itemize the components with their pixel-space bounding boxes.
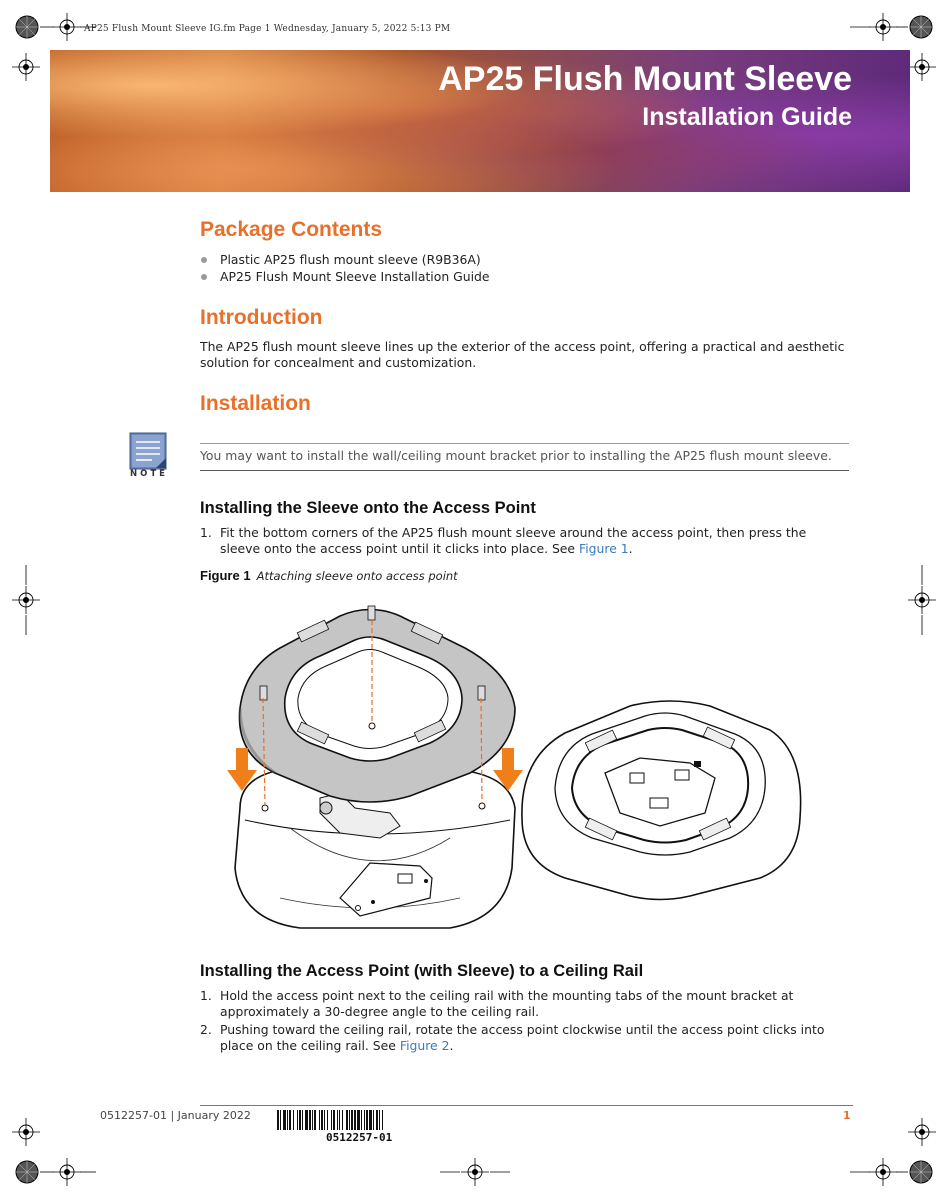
introduction-text: The AP25 flush mount sleeve lines up the exterior of the access point, offering a practical and aesthetic solution for concealment and customization. — [200, 339, 845, 370]
installation-heading: Installation — [200, 392, 311, 415]
figure-label: Figure 1 — [200, 568, 251, 583]
access-point-right — [522, 701, 801, 900]
list-item: Plastic AP25 flush mount sleeve (R9B36A) — [200, 251, 850, 268]
introduction-heading: Introduction — [200, 306, 323, 329]
step-item: 1. Fit the bottom corners of the AP25 flush mount sleeve around the access point, then press the sleeve onto the access point until it clicks into place. See Figure 1. — [200, 525, 807, 556]
header-banner — [50, 50, 910, 192]
page-number: 1 — [843, 1109, 851, 1122]
note-text: You may want to install the wall/ceiling mount bracket prior to installing the AP25 flush mount sleeve. — [200, 448, 832, 463]
package-contents-list — [200, 251, 850, 285]
document-title: AP25 Flush Mount Sleeve — [438, 60, 852, 98]
figure-1-link[interactable]: Figure 1 — [579, 541, 629, 556]
note-box — [200, 443, 849, 471]
barcode-number: 0512257-01 — [326, 1131, 393, 1144]
print-header: AP25 Flush Mount Sleeve IG.fm Page 1 Wednesday, January 5, 2022 5:13 PM — [84, 24, 451, 34]
barcode-icon — [277, 1110, 432, 1130]
bullet-icon — [201, 274, 207, 280]
sleeve-section-heading: Installing the Sleeve onto the Access Point — [200, 499, 536, 517]
list-item: AP25 Flush Mount Sleeve Installation Guide — [200, 268, 850, 285]
package-contents-heading: Package Contents — [200, 218, 383, 241]
figure-description: Attaching sleeve onto access point — [256, 569, 458, 583]
document-subtitle: Installation Guide — [642, 103, 852, 131]
footer-doc-id: 0512257-01 | January 2022 — [100, 1109, 251, 1122]
figure-1-illustration — [220, 598, 810, 943]
bullet-icon — [201, 257, 207, 263]
figure-1-caption — [200, 565, 458, 584]
rail-steps — [200, 988, 850, 1056]
rail-section-heading: Installing the Access Point (with Sleeve) to a Ceiling Rail — [200, 962, 644, 980]
figure-2-link[interactable]: Figure 2 — [399, 1038, 450, 1053]
note-icon — [128, 432, 168, 470]
step-item: 2. Pushing toward the ceiling rail, rotate the access point clockwise until the access point clicks into place on the ceiling rail. See Figure 2. — [200, 1022, 825, 1053]
step-item: 1. Hold the access point next to the ceiling rail with the mounting tabs of the mount bracket at approximately a 30-degree angle to the ceiling rail. — [200, 988, 794, 1019]
note-label: NOTE — [130, 469, 168, 479]
sleeve-steps — [200, 525, 850, 559]
footer-rule — [200, 1105, 853, 1106]
